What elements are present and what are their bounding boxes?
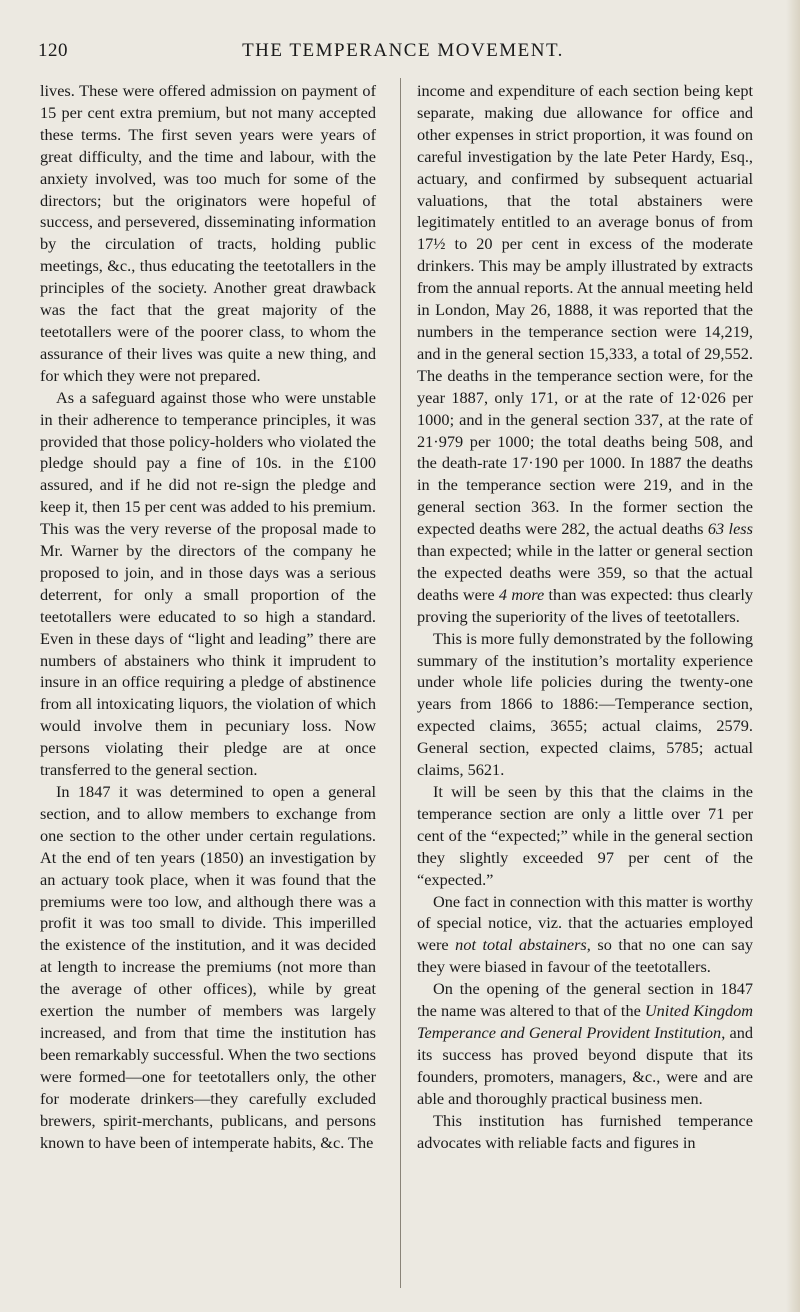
text-run: On the opening of the general section in 1847 the name was altered to that of the [417, 979, 753, 1021]
page-header [38, 40, 768, 70]
text-run: , and its success has proved beyond dispute that its founders, promoters, managers, &c., were and are able and thoroughly practical business men. [417, 1022, 753, 1108]
emphasis-text: 63 less [707, 519, 753, 539]
paragraph: As a safeguard against those who were unstable in their adherence to temperance principles, it was provided that those policy-holders who violated the pledge should pay a fine of 10s. in the £100 assured, and if he did not re-sign the pledge and keep it, then 15 per cent was added to his premium. This was the very reverse of the proposal made to Mr. Warner by the directors of the company he proposed to join, and in those days was a serious deterrent, for only a small proportion of the teetotallers were educated to so high a standard. Even in these days of “light and leading” there are numbers of abstainers who think it imprudent to insure in an office requiring a pledge of abstinence from all intoxicating liquors, the violation of which would involve them in pecuniary loss. Now persons violating their pledge are at once transferred to the general section. [40, 387, 376, 780]
column-divider [400, 78, 401, 1288]
page-edge-shadow [786, 0, 800, 1312]
running-title: THE TEMPERANCE MOVEMENT. [242, 40, 564, 61]
text-run: , so that no one can say they were biased in favour of the teetotallers. [417, 935, 753, 977]
text-run: than expected; while in the latter or general section the expected deaths were 359, so that the actual deaths were [417, 541, 753, 604]
text-run: income and expenditure of each section being kept separate, making due allowance for office and other expenses in strict proportion, it was found on careful investigation by the late Peter Hardy, Esq., actuary, and confirmed by subsequent actuarial valuations, that the total abstainers were legitimately entitled to an average bonus of from 17½ to 20 per cent in excess of the moderate drinkers. This may be amply illustrated by extracts from the annual reports. At the annual meeting held in London, May 26, 1888, it was reported that the numbers in the temperance section were 14,219, and in the general section 15,333, a total of 29,552. The deaths in the temperance section were, for the year 1887, only 171, or at the rate of 12·026 per 1000; and in the general section 337, at the rate of 21·979 per 1000; the total deaths being 508, and the death-rate 17·190 per 1000. In 1887 the deaths in the temperance section were 219, and in the general section 363. In the former section the expected deaths were 282, the actual deaths [417, 81, 753, 539]
paragraph: This is more fully demonstrated by the following summary of the institution’s mortality experience under whole life policies during the twenty-one years from 1866 to 1886:—Temperance section, expected claims, 3655; actual claims, 2579. General section, expected claims, 5785; actual claims, 5621. [417, 628, 753, 780]
right-column [417, 80, 753, 1153]
paragraph: This institution has furnished temperance advocates with reliable facts and figures in [417, 1110, 753, 1152]
paragraph [417, 978, 753, 1109]
text-run: One fact in connection with this matter is worthy of special notice, viz. that the actuaries employed were [417, 891, 753, 955]
paragraph: In 1847 it was determined to open a general section, and to allow members to exchange from one section to the other under certain regulations. At the end of ten years (1850) an investigation by an actuary took place, when it was found that the premiums were too low, and although there was a profit it was too small to divide. This imperilled the existence of the institution, and it was decided at length to increase the premiums (not more than the average of other offices), while by great exertion the number of members was largely increased, and from that time the institution has been remarkably successful. When the two sections were formed—one for teetotallers only, the other for moderate drinkers—they carefully excluded brewers, spirit-merchants, publicans, and persons known to have been of intemperate habits, &c. The [40, 782, 376, 1152]
emphasis-text: United Kingdom Temperance and General Provident Institution [417, 1001, 753, 1042]
emphasis-text: not total abstainers [455, 935, 587, 955]
paragraph [417, 891, 753, 979]
emphasis-text: 4 more [498, 584, 545, 604]
paragraph [417, 80, 753, 628]
text-run: than was expected: thus clearly proving the superiority of the lives of teetotallers. [417, 584, 753, 626]
paragraph: lives. These were offered admission on payment of 15 per cent extra premium, but not many accepted these terms. The first seven years were years of great difficulty, and the time and labour, with the anxiety involved, was too much for some of the directors; but the originators were hopeful of success, and persevered, disseminating information by the circulation of tracts, holding public meetings, &c., thus educating the teetotallers in the principles of the society. Another great drawback was the fact that the great majority of the teetotallers were of the poorer class, to whom the assurance of their lives was quite a new thing, and for which they were not prepared. [40, 81, 376, 385]
paragraph: It will be seen by this that the claims in the temperance section are only a little over 71 per cent of the “expected;” while in the general section they slightly exceeded 97 per cent of the “expected.” [417, 782, 753, 889]
left-column [40, 80, 376, 1153]
page-number: 120 [38, 40, 68, 61]
